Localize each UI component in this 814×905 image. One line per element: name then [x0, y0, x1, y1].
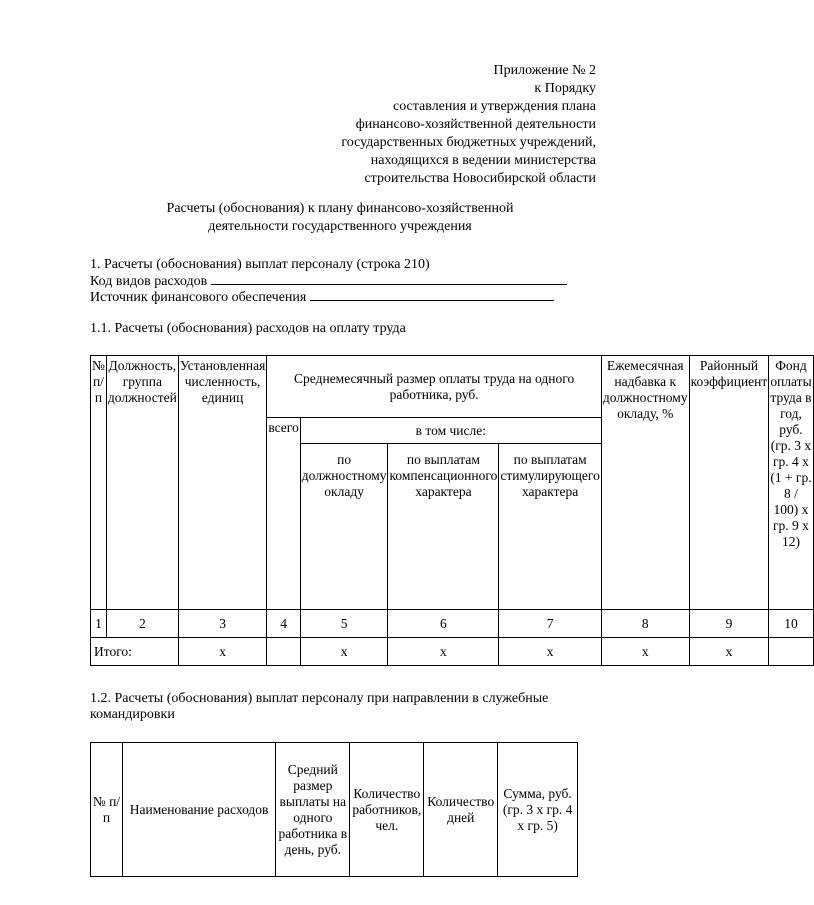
header-stimulating: по выплатам стимулирующего характера [499, 444, 602, 610]
col-number: 9 [689, 610, 769, 638]
total-cell: x [689, 638, 769, 666]
travel-header-sum: Сумма, руб. (гр. 3 x гр. 4 x гр. 5) [498, 743, 578, 877]
total-cell: x [388, 638, 499, 666]
travel-header-days: Количество дней [424, 743, 498, 877]
col-number: 10 [769, 610, 813, 638]
document-title-line1: Расчеты (обоснования) к плану финансово-хозяйственной [166, 201, 514, 216]
travel-header-name: Наименование расходов [122, 743, 276, 877]
header-regional-coef: Районный коэффициент [689, 356, 769, 610]
appendix-line: составления и утверждения плана [392, 99, 596, 114]
header-staff-count: Установленная численность, единиц [178, 356, 267, 610]
col-number: 5 [300, 610, 388, 638]
travel-table [90, 742, 578, 877]
section12-heading-line2: командировки [90, 707, 175, 722]
funding-source-blank-2[interactable] [382, 288, 554, 301]
header-avg-salary: Среднемесячный размер оплаты труда на одного работника, руб. [267, 356, 602, 418]
appendix-line: государственных бюджетных учреждений, [341, 135, 596, 150]
total-cell: x [499, 638, 602, 666]
header-monthly-bonus: Ежемесячная надбавка к должностному окладу, % [601, 356, 689, 610]
header-including: в том числе: [300, 418, 601, 444]
total-row-label: Итого: [91, 638, 179, 666]
col-number: 2 [106, 610, 178, 638]
header-num: № п/п [91, 356, 107, 610]
header-total: всего [267, 418, 300, 610]
payroll-table [90, 355, 814, 666]
section1-heading: 1. Расчеты (обоснования) выплат персоналу (строка 210) [90, 257, 430, 272]
col-number: 7 [499, 610, 602, 638]
col-number: 1 [91, 610, 107, 638]
col-number: 8 [601, 610, 689, 638]
section12-heading-line1: 1.2. Расчеты (обоснования) выплат персоналу при направлении в служебные [90, 691, 549, 706]
appendix-line: строительства Новосибирской области [364, 171, 596, 186]
travel-header-avg: Средний размер выплаты на одного работника в день, руб. [276, 743, 350, 877]
expense-code-blank-2[interactable] [395, 272, 567, 285]
appendix-block [341, 62, 596, 188]
total-cell: x [601, 638, 689, 666]
funding-source-label: Источник финансового обеспечения [90, 290, 307, 305]
funding-source-blank[interactable] [310, 288, 382, 301]
header-position: Должность, группа должностей [106, 356, 178, 610]
header-compensation: по выплатам компенсационного характера [388, 444, 499, 610]
total-cell [267, 638, 300, 666]
header-salary: по должностному окладу [300, 444, 388, 610]
funding-source-row [90, 288, 554, 307]
total-cell: x [300, 638, 388, 666]
header-payroll-fund: Фонд оплаты труда в год, руб. (гр. 3 x гр. 4 x (1 + гр. 8 / 100) x гр. 9 x 12) [769, 356, 813, 610]
col-number: 3 [178, 610, 267, 638]
document-title [90, 200, 590, 236]
expense-code-label: Код видов расходов [90, 274, 208, 289]
expense-code-blank[interactable] [211, 272, 395, 285]
appendix-line: к Порядку [534, 81, 596, 96]
document-title-line2: деятельности государственного учреждения [208, 219, 472, 234]
col-number: 4 [267, 610, 300, 638]
total-cell: x [178, 638, 267, 666]
travel-header-num: № п/п [91, 743, 123, 877]
travel-header-workers: Количество работников, чел. [350, 743, 424, 877]
appendix-line: находящихся в ведении министерства [370, 153, 596, 168]
col-number: 6 [388, 610, 499, 638]
appendix-line: Приложение № 2 [493, 63, 596, 78]
section11-heading: 1.1. Расчеты (обоснования) расходов на оплату труда [90, 321, 406, 336]
appendix-line: финансово-хозяйственной деятельности [355, 117, 596, 132]
total-cell [769, 638, 813, 666]
